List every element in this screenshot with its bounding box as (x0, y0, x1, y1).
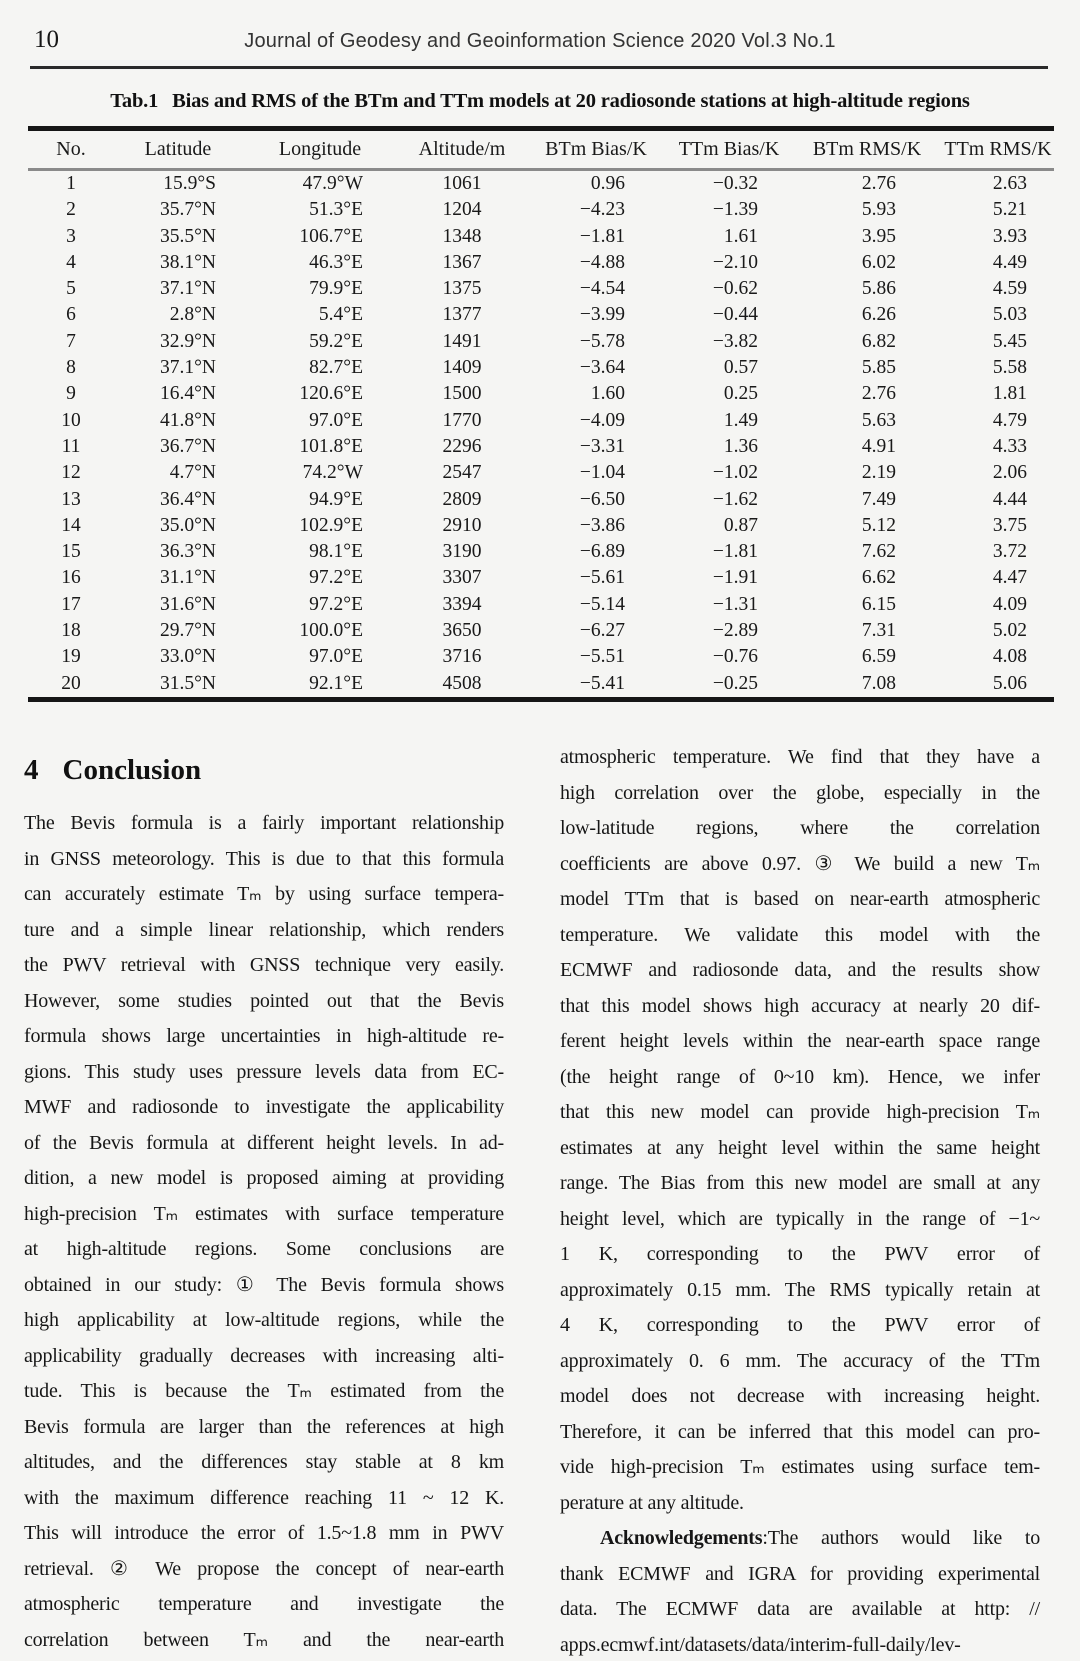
table-cell: 5.06 (992, 672, 1027, 694)
radiosonde-table-wrap (28, 126, 1054, 702)
table-cell: 5.02 (992, 620, 1027, 642)
table-cell: 36.7°N (159, 435, 216, 457)
table-row (28, 329, 1054, 355)
table-cell: 79.9°E (309, 278, 363, 300)
table-cell: 1367 (442, 251, 482, 273)
table-row (28, 381, 1054, 407)
table-row (28, 408, 1054, 434)
text-line: atmospheric temperature and investigate the (24, 1593, 504, 1615)
text-line: Bevis formula are larger than the references at high (24, 1415, 504, 1438)
table-cell: 17 (61, 593, 81, 615)
table-cell: 16 (61, 567, 81, 589)
table-row (28, 302, 1054, 328)
table-cell: 7.31 (861, 620, 896, 642)
text-line: high correlation over the globe, especially in the (560, 781, 1040, 804)
table-row (28, 170, 1054, 198)
table-cell: 2.8°N (169, 304, 216, 326)
table-cell: 3650 (442, 620, 482, 642)
table-cell: 15.9°S (163, 173, 216, 194)
table-cell: 36.3°N (159, 541, 216, 563)
table-cell: −5.78 (579, 330, 625, 352)
table-cell: 1377 (442, 304, 482, 326)
column-header: BTm RMS/K (792, 131, 942, 170)
table-cell: 2910 (442, 514, 482, 536)
table-cell: 15 (61, 541, 81, 563)
table-cell: −2.89 (712, 620, 758, 642)
left-column-text (24, 806, 504, 1658)
table-cell: 4.59 (992, 278, 1027, 300)
table-cell: 2.19 (861, 462, 896, 484)
table-cell: 94.9°E (309, 488, 363, 510)
table-cell: 3.93 (992, 225, 1027, 247)
table-cell: 5.03 (992, 304, 1027, 326)
table-cell: 20 (61, 672, 81, 694)
column-header: Longitude (242, 131, 398, 170)
text-line: formula shows large uncertainties in high-altitude re- (24, 1025, 504, 1047)
table-cell: −4.88 (579, 251, 625, 273)
table-cell: 4508 (442, 672, 482, 694)
right-column-text (560, 740, 1040, 1661)
table-row (28, 565, 1054, 591)
text-line: (the height range of 0~10 km). Hence, we infer (560, 1065, 1040, 1088)
journal-running-title: Journal of Geodesy and Geoinformation Science 2020 Vol.3 No.1 (244, 30, 836, 52)
text-line: in GNSS meteorology. This is due to that this formula (24, 847, 504, 870)
table-cell: 5.21 (992, 199, 1027, 221)
table-cell: 5.63 (861, 409, 896, 431)
text-line: range. The Bias from this new model are small at any (560, 1172, 1040, 1194)
header-rule (30, 66, 1048, 69)
table-cell: 2809 (442, 488, 482, 510)
table-cell: 1.60 (590, 383, 625, 405)
table-cell: 41.8°N (159, 409, 216, 431)
table-cell: −6.89 (579, 541, 625, 563)
text-line: correlation between Tₘ and the near-earth (24, 1628, 504, 1651)
table-cell: 1491 (442, 330, 482, 352)
table-cell: 2.06 (992, 462, 1027, 484)
table-cell: 0.25 (723, 383, 758, 405)
section-title: Conclusion (62, 754, 202, 786)
table-cell: 3.95 (861, 225, 896, 247)
table-cell: 33.0°N (159, 646, 216, 668)
table-cell: −1.81 (712, 541, 758, 563)
table-cell: 101.8°E (299, 435, 363, 457)
text-line: approximately 0. 6 mm. The accuracy of the TTm (560, 1349, 1040, 1372)
table-cell: 7.08 (861, 672, 896, 694)
table-cell: 92.1°E (309, 672, 363, 694)
table-header-row (28, 131, 1054, 170)
table-cell: 82.7°E (309, 357, 363, 379)
table-cell: −5.14 (579, 593, 625, 615)
table-cell: 4.91 (861, 435, 896, 457)
section-heading (24, 750, 504, 790)
text-line: of the Bevis formula at different height levels. In ad- (24, 1131, 504, 1154)
table-cell: 9 (66, 383, 76, 405)
text-line: with the maximum difference reaching 11 ~ 12 K. (24, 1486, 504, 1509)
table-cell: 6 (66, 304, 76, 326)
table-cell: −1.31 (712, 593, 758, 615)
text-line: vide high-precision Tₘ estimates using surface tem- (560, 1456, 1040, 1478)
table-cell: 7.49 (861, 488, 896, 510)
table-cell: 1.81 (992, 383, 1027, 405)
table-cell: 38.1°N (159, 251, 216, 273)
table-row (28, 224, 1054, 250)
table-cell: 7 (66, 330, 76, 352)
table-cell: 6.62 (861, 567, 896, 589)
table-cell: 1.49 (723, 409, 758, 431)
table-cell: 35.5°N (159, 225, 216, 247)
table-row (28, 618, 1054, 644)
table-cell: 98.1°E (309, 541, 363, 563)
table-cell: 31.1°N (159, 567, 216, 589)
text-line: the PWV retrieval with GNSS technique very easily. (24, 954, 504, 976)
table-row (28, 250, 1054, 276)
table-cell: 5.4°E (318, 304, 363, 326)
table-cell: 3 (66, 225, 76, 247)
table-cell: −5.41 (579, 672, 625, 694)
text-line: thank ECMWF and IGRA for providing experimental (560, 1562, 1040, 1585)
table-cell: 32.9°N (159, 330, 216, 352)
table-cell: −1.62 (712, 488, 758, 510)
table-row (28, 355, 1054, 381)
table-cell: 1.61 (723, 225, 758, 247)
table-cell: 120.6°E (299, 383, 363, 405)
table-cell: 3307 (442, 567, 482, 589)
text-line: approximately 0.15 mm. The RMS typically retain at (560, 1278, 1040, 1301)
text-line: temperature. We validate this model with the (560, 923, 1040, 946)
table-row (28, 434, 1054, 460)
table-cell: 4.49 (992, 251, 1027, 273)
table-cell: −0.25 (712, 672, 758, 694)
text-line: Acknowledgements:The authors would like to (600, 1527, 1040, 1549)
table-cell: 6.02 (861, 251, 896, 273)
acknowledgements-label: Acknowledgements (600, 1527, 763, 1549)
table-cell: −6.50 (579, 488, 625, 510)
table-row (28, 592, 1054, 618)
text-line: at high-altitude regions. Some conclusions are (24, 1238, 504, 1260)
table-cell: 97.0°E (309, 409, 363, 431)
table-row (28, 644, 1054, 670)
text-line: that this model shows high accuracy at nearly 20 dif- (560, 994, 1040, 1017)
table-cell: 4.33 (992, 435, 1027, 457)
text-line: MWF and radiosonde to investigate the applicability (24, 1096, 504, 1118)
text-line: dition, a new model is proposed aiming at providing (24, 1167, 504, 1189)
text-line: can accurately estimate Tₘ by using surface tempera- (24, 883, 504, 905)
table-cell: 3.72 (992, 541, 1027, 563)
text-line: estimates at any height level within the same height (560, 1136, 1040, 1159)
table-cell: −4.23 (579, 199, 625, 221)
table-row (28, 460, 1054, 486)
table-cell: −5.51 (579, 646, 625, 668)
table-row (28, 539, 1054, 565)
table-row (28, 513, 1054, 539)
table-cell: 1500 (442, 383, 482, 405)
table-cell: 14 (61, 514, 81, 536)
column-header: No. (28, 131, 114, 170)
text-line: model TTm that is based on near-earth atmospheric (560, 888, 1040, 910)
table-cell: 6.82 (861, 330, 896, 352)
table-cell: 1770 (442, 409, 482, 431)
text-line: altitudes, and the differences stay stable at 8 km (24, 1451, 504, 1473)
table-cell: 5.93 (861, 199, 896, 221)
text-line: applicability gradually decreases with increasing alti- (24, 1344, 504, 1367)
column-header: Latitude (114, 131, 242, 170)
text-line: atmospheric temperature. We find that they have a (560, 746, 1040, 768)
table-cell: 35.7°N (159, 199, 216, 221)
table-cell: 97.0°E (309, 646, 363, 668)
table-cell: −5.61 (579, 567, 625, 589)
table-row (28, 276, 1054, 302)
table-cell: 74.2°W (302, 462, 363, 484)
text-line: low-latitude regions, where the correlation (560, 817, 1040, 839)
table-caption (0, 90, 1080, 113)
table-cell: 5.86 (861, 278, 896, 300)
text-line: ture and a simple linear relationship, which renders (24, 918, 504, 941)
table-cell: 2547 (442, 462, 482, 484)
text-line: model does not decrease with increasing height. (560, 1385, 1040, 1407)
section-number: 4 (24, 754, 39, 786)
table-cell: 19 (61, 646, 81, 668)
text-line: perature at any altitude. (560, 1491, 744, 1514)
table-cell: 5.58 (992, 357, 1027, 379)
left-column (24, 750, 504, 1658)
column-header: BTm Bias/K (526, 131, 666, 170)
table-cell: −1.04 (579, 462, 625, 484)
table-cell: −2.10 (712, 251, 758, 273)
text-line: coefficients are above 0.97. ③ We build a new Tₘ (560, 852, 1040, 875)
table-cell: −4.54 (579, 278, 625, 300)
table-cell: 29.7°N (159, 620, 216, 642)
text-line: obtained in our study: ① The Bevis formula shows (24, 1273, 504, 1296)
column-header: TTm Bias/K (666, 131, 792, 170)
text-line: high applicability at low-altitude regions, while the (24, 1309, 504, 1331)
table-cell: 37.1°N (159, 357, 216, 379)
text-line: that this new model can provide high-precision Tₘ (560, 1101, 1040, 1123)
text-line: height level, which are typically in the range of −1~ (560, 1207, 1040, 1230)
text-line: This will introduce the error of 1.5~1.8 mm in PWV (24, 1522, 504, 1544)
table-cell: 5.85 (861, 357, 896, 379)
table-cell: 2 (66, 199, 76, 221)
table-cell: −4.09 (579, 409, 625, 431)
table-cell: 4.79 (992, 409, 1027, 431)
table-cell: 3394 (442, 593, 482, 615)
table-cell: 1409 (442, 357, 482, 379)
table-cell: −1.39 (712, 199, 758, 221)
table-row (28, 671, 1054, 697)
table-cell: 1061 (442, 173, 482, 194)
table-cell: 1 (66, 173, 76, 194)
text-line: retrieval. ② We propose the concept of near-earth (24, 1557, 504, 1580)
text-line: ECMWF and radiosonde data, and the results show (560, 959, 1040, 981)
page-number: 10 (34, 26, 59, 53)
text-line: The Bevis formula is a fairly important relationship (24, 812, 504, 834)
table-cell: 4 (66, 251, 76, 273)
table-cell: 1204 (442, 199, 482, 221)
table-cell: 4.7°N (169, 462, 216, 484)
table-cell: 11 (61, 435, 81, 457)
table-cell: 3190 (442, 541, 482, 563)
table-cell: 31.5°N (159, 672, 216, 694)
radiosonde-table (28, 131, 1054, 697)
table-cell: −0.76 (712, 646, 758, 668)
table-cell: −6.27 (579, 620, 625, 642)
table-cell: 106.7°E (299, 225, 363, 247)
table-cell: 97.2°E (309, 567, 363, 589)
table-cell: −1.91 (712, 567, 758, 589)
table-cell: 13 (61, 488, 81, 510)
column-header: TTm RMS/K (942, 131, 1054, 170)
table-cell: 8 (66, 357, 76, 379)
text-line: gions. This study uses pressure levels data from EC- (24, 1060, 504, 1083)
text-line: tude. This is because the Tₘ estimated from the (24, 1380, 504, 1402)
text-line: 1 K, corresponding to the PWV error of (560, 1243, 1040, 1265)
table-cell: 0.57 (723, 357, 758, 379)
table-cell: 6.15 (861, 593, 896, 615)
text-line: apps.ecmwf.int/datasets/data/interim-full-daily/lev- (560, 1633, 961, 1656)
table-cell: 2296 (442, 435, 482, 457)
table-cell: 1375 (442, 278, 482, 300)
table-cell: 1.36 (723, 435, 758, 457)
text-line: ferent height levels within the near-earth space range (560, 1030, 1040, 1052)
text-line: high-precision Tₘ estimates with surface temperature (24, 1202, 504, 1225)
table-row (28, 487, 1054, 513)
table-cell: 1348 (442, 225, 482, 247)
table-cell: 5.45 (992, 330, 1027, 352)
table-cell: 100.0°E (299, 620, 363, 642)
table-cell: −3.31 (579, 435, 625, 457)
text-line: Therefore, it can be inferred that this model can pro- (560, 1420, 1040, 1443)
table-cell: 0.96 (590, 173, 625, 194)
table-cell: 37.1°N (159, 278, 216, 300)
table-row (28, 197, 1054, 223)
text-line: 4 K, corresponding to the PWV error of (560, 1314, 1040, 1336)
table-cell: 7.62 (861, 541, 896, 563)
table-cell: 4.47 (992, 567, 1027, 589)
table-cell: 0.87 (723, 514, 758, 536)
table-cell: 2.76 (861, 383, 896, 405)
text-line: However, some studies pointed out that the Bevis (24, 989, 504, 1012)
table-cell: 47.9°W (302, 173, 363, 194)
table-cell: 3716 (442, 646, 482, 668)
table-cell: 4.09 (992, 593, 1027, 615)
table-cell: 6.26 (861, 304, 896, 326)
table-cell: −1.81 (579, 225, 625, 247)
table-cell: 18 (61, 620, 81, 642)
table-cell: −1.02 (712, 462, 758, 484)
table-cell: 2.63 (992, 173, 1027, 194)
table-caption-label: Tab.1 (110, 90, 159, 112)
table-cell: 16.4°N (159, 383, 216, 405)
table-cell: −3.99 (579, 304, 625, 326)
table-cell: 46.3°E (309, 251, 363, 273)
table-cell: 5 (66, 278, 76, 300)
table-cell: 4.44 (992, 488, 1027, 510)
table-caption-text: Bias and RMS of the BTm and TTm models at 20 radiosonde stations at high-altitude regions (172, 90, 970, 112)
table-cell: 59.2°E (309, 330, 363, 352)
table-cell: 36.4°N (159, 488, 216, 510)
table-cell: 97.2°E (309, 593, 363, 615)
table-cell: 12 (61, 462, 81, 484)
table-cell: 10 (61, 409, 81, 431)
table-cell: 3.75 (992, 514, 1027, 536)
text-line: data. The ECMWF data are available at http: // (560, 1598, 1040, 1620)
table-cell: −0.62 (712, 278, 758, 300)
table-cell: −3.82 (712, 330, 758, 352)
table-cell: 31.6°N (159, 593, 216, 615)
table-cell: 102.9°E (299, 514, 363, 536)
table-cell: 51.3°E (309, 199, 363, 221)
table-cell: 4.08 (992, 646, 1027, 668)
table-cell: −0.44 (712, 304, 758, 326)
table-cell: 2.76 (861, 173, 896, 194)
column-header: Altitude/m (398, 131, 526, 170)
table-cell: −3.64 (579, 357, 625, 379)
table-cell: 35.0°N (159, 514, 216, 536)
table-cell: −0.32 (712, 173, 758, 194)
table-cell: −3.86 (579, 514, 625, 536)
table-cell: 6.59 (861, 646, 896, 668)
table-cell: 5.12 (861, 514, 896, 536)
